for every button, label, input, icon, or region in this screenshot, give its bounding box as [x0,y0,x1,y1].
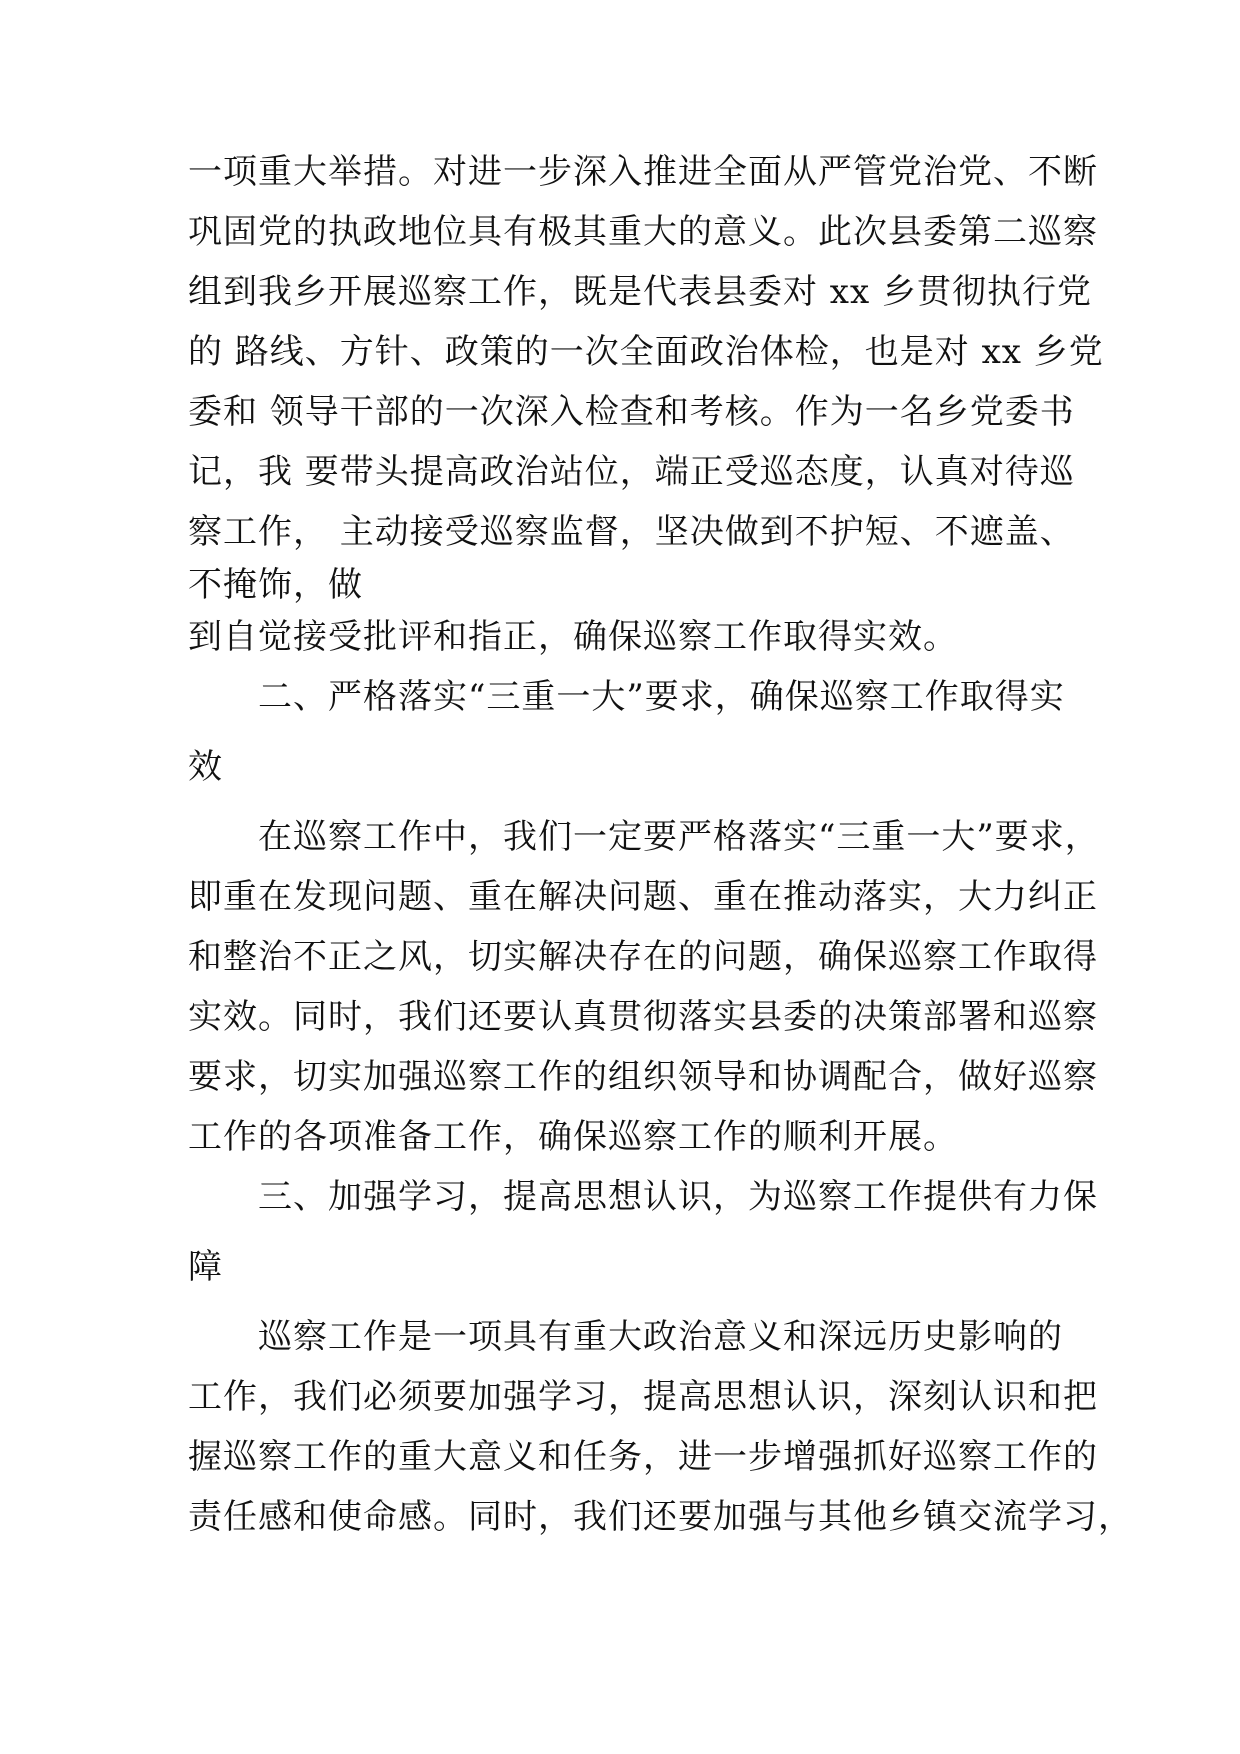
body-line: 的 路线、方针、政策的一次全面政治体检，也是对 xx 乡党 [188,332,1104,372]
body-line: 握巡察工作的重大意义和任务，进一步增强抓好巡察工作的 [188,1437,1098,1477]
body-line: 要求，切实加强巡察工作的组织领导和协调配合，做好巡察 [188,1057,1098,1097]
body-line: 到自觉接受批评和指正，确保巡察工作取得实效。 [188,617,958,657]
body-line: 工作，我们必须要加强学习，提高思想认识，深刻认识和把 [188,1377,1098,1417]
section-heading-2: 二、严格落实“三重一大”要求，确保巡察工作取得实 [258,677,1065,717]
body-line: 责任感和使命感。同时，我们还要加强与其他乡镇交流学习， [188,1497,1133,1537]
body-line: 不掩饰，做 [188,565,363,605]
body-line: 巡察工作是一项具有重大政治意义和深远历史影响的 [258,1317,1063,1357]
body-line: 记，我 要带头提高政治站位，端正受巡态度，认真对待巡 [188,452,1075,492]
body-line: 委和 领导干部的一次深入检查和考核。作为一名乡党委书 [188,392,1075,432]
body-line: 和整治不正之风，切实解决存在的问题，确保巡察工作取得 [188,937,1098,977]
section-heading-2-cont: 效 [188,747,223,787]
body-line: 组到我乡开展巡察工作，既是代表县委对 xx 乡贯彻执行党 [188,272,1092,312]
section-heading-3: 三、加强学习，提高思想认识，为巡察工作提供有力保 [258,1177,1098,1217]
body-line: 实效。同时，我们还要认真贯彻落实县委的决策部署和巡察 [188,997,1098,1037]
body-line: 察工作， 主动接受巡察监督，坚决做到不护短、不遮盖、 [188,512,1075,552]
body-line: 工作的各项准备工作，确保巡察工作的顺利开展。 [188,1117,958,1157]
body-line: 巩固党的执政地位具有极其重大的意义。此次县委第二巡察 [188,212,1098,252]
body-line: 在巡察工作中，我们一定要严格落实“三重一大”要求， [258,817,1100,857]
section-heading-3-cont: 障 [188,1247,223,1287]
body-line: 一项重大举措。对进一步深入推进全面从严管党治党、不断 [188,152,1098,192]
body-line: 即重在发现问题、重在解决问题、重在推动落实，大力纠正 [188,877,1098,917]
